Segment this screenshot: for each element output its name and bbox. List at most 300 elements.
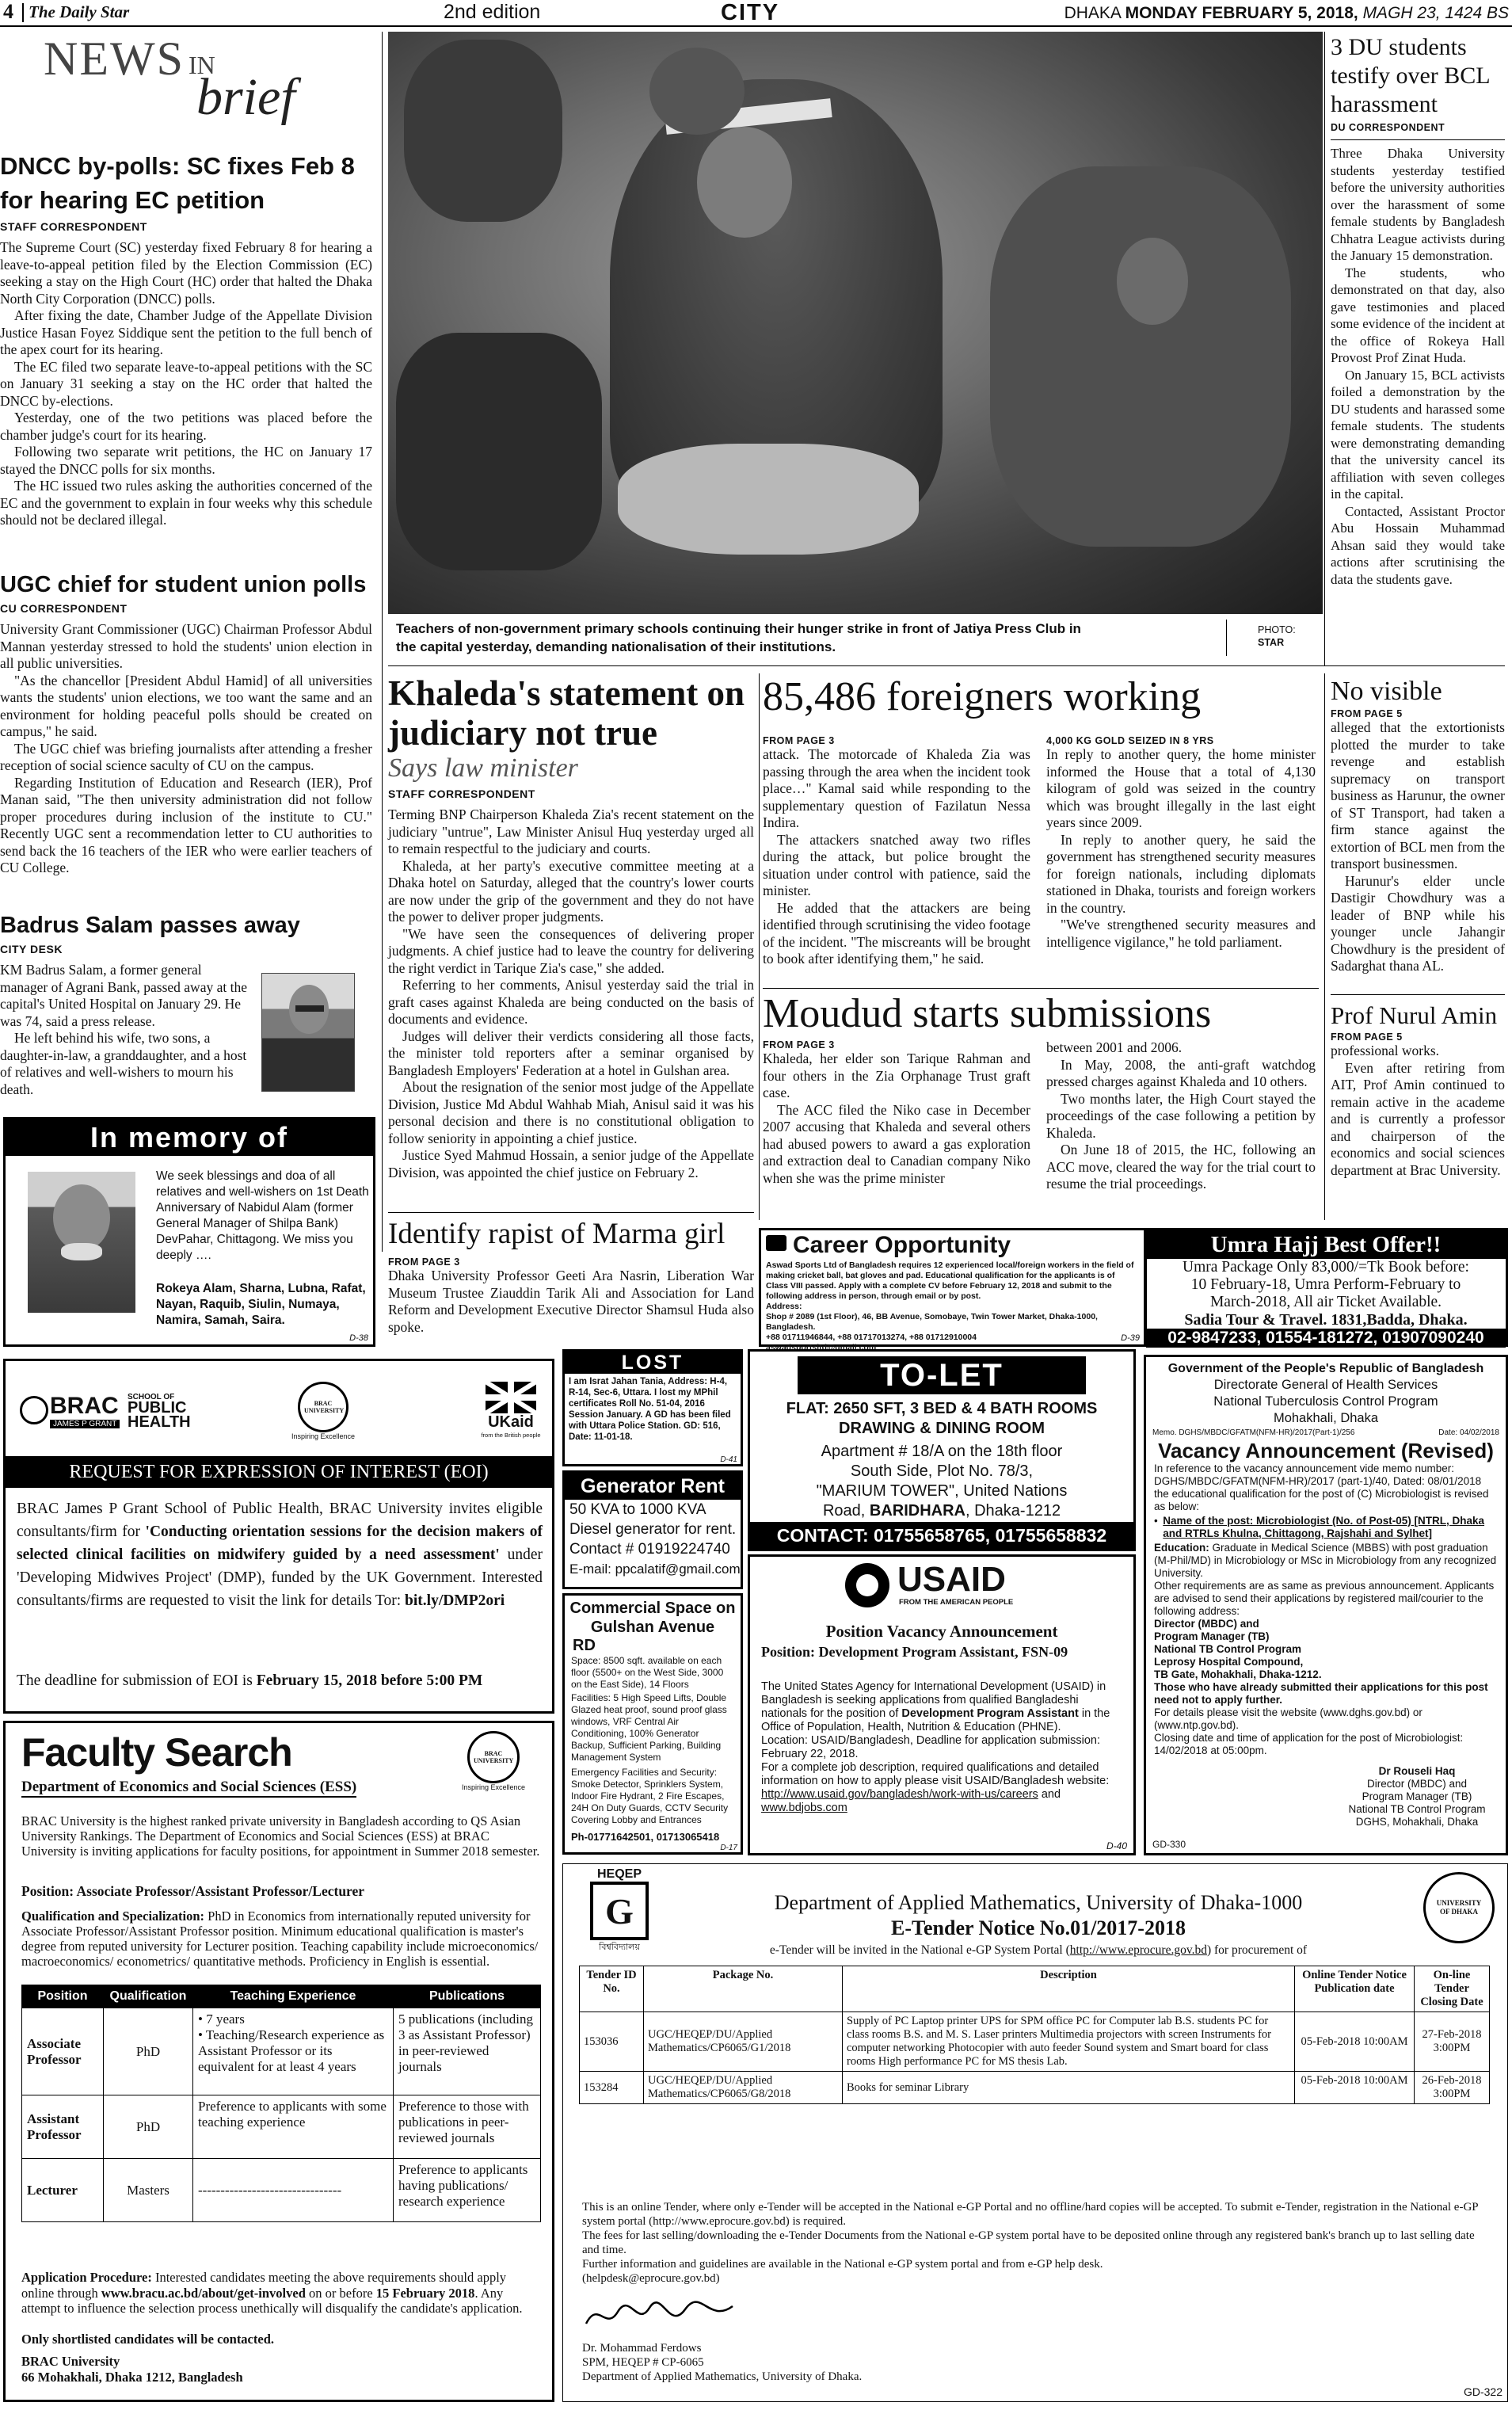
paragraph: Referring to her comments, Anisul yesterday said the trial in graft cases against Khaleda are being conducted on the basis of documents and evidence. bbox=[388, 977, 754, 1027]
ad-names: Rokeya Alam, Sharna, Lubna, Rafat, Nayan, Raquib, Siulin, Numaya, Namira, Samah, Saira. bbox=[156, 1282, 366, 1327]
careers-link[interactable]: http://www.usaid.gov/bangladesh/work-with-us/careers bbox=[761, 1788, 1038, 1801]
story-badrus bbox=[0, 911, 372, 1098]
cell-qualification: PhD bbox=[104, 2095, 193, 2159]
du-seal bbox=[1423, 1872, 1495, 1943]
paragraph: Judges will deliver their verdicts considering all those facts, the minister told reporters after a seminar organised by Bangladesh Employers' Federation at a hotel in Gulshan area. bbox=[388, 1028, 754, 1078]
jpg-wordmark: JAMES P GRANT bbox=[50, 1420, 120, 1428]
education-label: Education: bbox=[1154, 1542, 1209, 1554]
ad-code: D-39 bbox=[1121, 1333, 1140, 1343]
story-headline: Prof Nurul Amin bbox=[1331, 1001, 1498, 1029]
deadline-text: The deadline for submission of EOI is bbox=[17, 1672, 257, 1689]
ad-text bbox=[766, 1260, 1138, 1353]
table-header: Description bbox=[843, 1966, 1295, 2012]
table-header: Online Tender Notice Publication date bbox=[1295, 1966, 1415, 2012]
column bbox=[1046, 735, 1316, 951]
note: The fees for last selling/downloading the e-Tender Documents from the National e-GP system portal have to be deposited online through any registered bank's branch up to last selling date and time. bbox=[582, 2229, 1475, 2256]
body-text-a: The United States Agency for International Development (USAID) in Bangladesh is seeking applications from qualified Bangladeshi nationals for the position of bbox=[761, 1680, 1106, 1720]
sig-name: Dr Rouseli Haq bbox=[1378, 1765, 1456, 1777]
paragraph: between 2001 and 2006. bbox=[1046, 1039, 1183, 1055]
faculty-search-ad bbox=[3, 1721, 554, 2402]
story-headline: DNCC by-polls: SC fixes Feb 8 for hearing EC petition bbox=[0, 152, 355, 214]
website: For details please visit the website (www.dghs.gov.bd) or (www.ntp.gov.bd). bbox=[1154, 1706, 1422, 1731]
ukaid-wordmark: UKaid bbox=[488, 1413, 534, 1431]
story-subhead: 4,000 KG GOLD SEIZED IN 8 YRS bbox=[1046, 735, 1214, 746]
faculty-table bbox=[21, 1985, 541, 2222]
ad-body: Aswad Sports Ltd of Bangladesh requires 12 experienced local/foreign workers in the field of making cricket ball, bat gloves and pad. Educational qualification for the applicants is of Class VIII passed. Apply with a complete CV before February 12, 2018 and submit to the following address in person, through email or by post. bbox=[766, 1260, 1134, 1301]
usaid-logo bbox=[845, 1560, 1043, 1614]
cell-publications: Preference to applicants having publications/ research experience bbox=[394, 2159, 541, 2222]
ad-space: Space: 8500 sqft. available on each floor (5500+ on the West Side, 3000 on the East Side), 14 Floors bbox=[571, 1655, 724, 1690]
cell-position: Lecturer bbox=[22, 2159, 104, 2222]
bullet-text: Name of the post: Microbiologist (No. of Post-05) [NTRL, Dhaka and RTRLs Khulna, Chittagong, Rajshahi and Sylhet] bbox=[1163, 1515, 1485, 1539]
column bbox=[763, 735, 1030, 968]
ad-code: D-41 bbox=[720, 1455, 737, 1464]
photo-caption: Teachers of non-government primary schools continuing their hunger strike in front of Jatiya Press Club in the capital yesterday, demanding nationalisation of their institutions. bbox=[396, 621, 1081, 654]
school-of-label: SCHOOL OF bbox=[128, 1393, 175, 1401]
ad-phones: 02-9847233, 01554-181272, 01907090240 bbox=[1146, 1329, 1506, 1348]
address-line: Leprosy Hospital Compound, bbox=[1154, 1656, 1304, 1668]
address-line: National TB Control Program bbox=[1154, 1643, 1302, 1655]
paragraph: KM Badrus Salam, a former general manager of Agrani Bank, passed away at the capital's United Hospital on January 29. He was 74, said a press release. bbox=[0, 962, 247, 1029]
dateline bbox=[990, 4, 1509, 23]
paragraph: After fixing the date, Chamber Judge of the Appellate Division Justice Hasan Foyez Siddique sent the petition to the full bench of the apex court for its hearing. bbox=[0, 307, 372, 357]
body-text-b: 'Conducting orientation sessions for the decision makers of selected clinical facilities on midwifery guided by a need assessment' bbox=[17, 1523, 543, 1563]
paragraph: Two months later, the High Court stayed the proceedings of the case following a petition by Khaleda. bbox=[1046, 1090, 1316, 1141]
ad-body bbox=[761, 1680, 1125, 1815]
ad-title: Career Opportunity bbox=[793, 1232, 1011, 1258]
ad-title: Umra Hajj Best Offer!! bbox=[1146, 1230, 1506, 1259]
cell-publications: 5 publications (including 3 as Assistant Professor) in peer-reviewed journals bbox=[394, 2008, 541, 2095]
paragraph: Three Dhaka University students yesterday testified before the university authorities over the harassment of some female students by Bangladesh Chhatra League activists during the January 15 demonstration. bbox=[1331, 146, 1505, 263]
to-let-ad bbox=[748, 1349, 1136, 1551]
ad-code: D-17 bbox=[720, 1844, 737, 1852]
heqep-logo bbox=[576, 1867, 663, 1954]
news-in-brief-logo bbox=[44, 32, 376, 127]
paragraph: Following two separate writ petitions, the HC on January 17 stayed the DNCC polls for six months. bbox=[0, 444, 372, 477]
cell-pub-date: 05-Feb-2018 10:00AM bbox=[1295, 2072, 1415, 2104]
seal-icon bbox=[298, 1382, 348, 1432]
address-line: 66 Mohakhali, Dhaka 1212, Bangladesh bbox=[21, 2370, 243, 2385]
ad-heading: Vacancy Announcement (Revised) bbox=[1158, 1439, 1494, 1462]
story-marma bbox=[388, 1217, 754, 1336]
brac-logo bbox=[15, 1393, 197, 1432]
seal-text: BRAC UNIVERSITY bbox=[474, 1750, 514, 1764]
photo-credit-name: STAR bbox=[1258, 637, 1285, 648]
address-line: TB Gate, Mohakhali, Dhaka-1212. bbox=[1154, 1668, 1322, 1680]
public-label: PUBLIC bbox=[128, 1399, 187, 1417]
story-khaleda bbox=[388, 673, 754, 1181]
paragraph: The HC issued two rules asking the authorities concerned of the EC and the government to explain in four weeks why this schedule should not be declared illegal. bbox=[0, 478, 372, 528]
paragraph: Harunur's elder uncle Dastigir Chowdhury was a leader of BNP while his younger uncle Jahangir Chowdhury is the president of Sadarghat thana AL. bbox=[1331, 872, 1505, 974]
tor-link[interactable]: bit.ly/DMP2ori bbox=[405, 1592, 505, 1609]
paragraph: attack. The motorcade of Khaleda Zia was passing through the area when the incident took place…" Kamal said while responding to the supplementary question of Fazilatun Nessa Indira. bbox=[763, 746, 1030, 830]
cell-id: 153036 bbox=[580, 2012, 644, 2072]
from-page: FROM PAGE 3 bbox=[763, 735, 835, 746]
table-header: On-line Tender Closing Date bbox=[1415, 1966, 1490, 2012]
ad-line: March-2018, All air Ticket Available. bbox=[1209, 1294, 1442, 1310]
ad-code: D-38 bbox=[349, 1333, 368, 1343]
paragraph: Terming BNP Chairperson Khaleda Zia's recent statement on the judiciary "untrue", Law Minister Anisul Huq yesterday urged all to remain respectful to the judiciary and courts. bbox=[388, 807, 754, 856]
ad-contact: CONTACT: 01755658765, 01755658832 bbox=[750, 1522, 1133, 1549]
cell-experience: -------------------------------- bbox=[193, 2159, 394, 2222]
address-line: Program Manager (TB) bbox=[1154, 1630, 1270, 1642]
story-prof-amin bbox=[1331, 1000, 1505, 1179]
ad-title: TO-LET bbox=[798, 1356, 1086, 1394]
lost-ad bbox=[562, 1349, 743, 1466]
table-header: Position bbox=[22, 1985, 104, 2008]
tender-notes bbox=[582, 2200, 1485, 2286]
memorial-portrait bbox=[28, 1172, 135, 1313]
road-c: , Dhaka-1212 bbox=[965, 1502, 1061, 1520]
ad-intro bbox=[674, 1943, 1403, 1958]
paragraph: In reply to another query, the home minister informed the House that a total of 4,130 kilogram of gold was seized in the country which was brought illegally in the last eight years since 2009. bbox=[1046, 746, 1316, 830]
paragraph: The UGC chief was briefing journalists after attending a fresher reception of social science saculty of CU on the campus. bbox=[0, 740, 372, 773]
ad-line: Contact # 01919224740 bbox=[569, 1541, 730, 1558]
helpdesk-link[interactable]: (helpdesk@eprocure.gov.bd) bbox=[582, 2272, 720, 2285]
bdjobs-link[interactable]: www.bdjobs.com bbox=[761, 1802, 847, 1814]
umra-hajj-ad bbox=[1144, 1228, 1508, 1347]
and-word: and bbox=[1041, 1788, 1061, 1801]
from-page: FROM PAGE 3 bbox=[388, 1256, 460, 1268]
table-header-row bbox=[22, 1985, 541, 2008]
story-body bbox=[1046, 746, 1316, 951]
usaid-wordmark: USAID bbox=[897, 1560, 1006, 1599]
union-jack-icon bbox=[486, 1382, 536, 1413]
ad-title: Faculty Search bbox=[21, 1730, 292, 1775]
from-page: FROM PAGE 5 bbox=[1331, 1031, 1403, 1043]
ad-facilities: Facilities: 5 High Speed Lifts, Double Glazed heat proof, sound proof glass windows, VRF Central Air Conditioning, 100% Generator Backup, Sufficient Parking, Building Management System bbox=[571, 1692, 727, 1763]
story-byline: DU CORRESPONDENT bbox=[1331, 122, 1445, 133]
heqep-bangla: বিশ্ববিদ্যালয় bbox=[599, 1943, 640, 1952]
generator-rent-ad bbox=[562, 1470, 743, 1589]
usaid-seal-icon bbox=[845, 1563, 889, 1607]
table-row bbox=[580, 2072, 1490, 2104]
procedure-text-c: . Any attempt to influence the selection process unethically will disqualify the candidate's application. bbox=[21, 2285, 523, 2316]
table-header: Tender ID No. bbox=[580, 1966, 644, 2012]
address-label: Address: bbox=[766, 1302, 802, 1311]
intro-b: ) for procurement of bbox=[1206, 1943, 1308, 1957]
cell-description: Supply of PC Laptop printer UPS for SPM office PC for Computer lab B.S. students PC for class rooms B.S. and M. S. Laser printers Multimedia projectors with screen Instruments for computer networking Photocopier with auto feeder Sound system and Smart board for class rooms High performance PC for MS thesis Lab. bbox=[843, 2012, 1295, 2072]
story-dncc bbox=[0, 149, 372, 529]
dateline-city: DHAKA bbox=[1064, 4, 1121, 22]
memo-line bbox=[1146, 1427, 1506, 1439]
story-headline: 3 DU students testify over BCL harassment bbox=[1331, 34, 1490, 117]
experience-text: 7 years bbox=[206, 2012, 245, 2027]
edition-label: 2nd edition bbox=[444, 1, 541, 23]
body-text-c: in the Office of Population, Health, Nutrition & Education (PHNE). bbox=[761, 1707, 1110, 1733]
email: aswadsportsltd@gmail.com bbox=[766, 1343, 877, 1352]
section-label: CITY bbox=[721, 0, 780, 25]
cell-close-date: 27-Feb-2018 3:00PM bbox=[1415, 2012, 1490, 2072]
cell-qualification: Masters bbox=[104, 2159, 193, 2222]
ad-qualification bbox=[21, 1909, 541, 1969]
story-body bbox=[0, 962, 252, 1098]
cell-close-date: 26-Feb-2018 3:00PM bbox=[1415, 2072, 1490, 2104]
procedure-date: 15 February 2018 bbox=[375, 2285, 475, 2301]
cell-id: 153284 bbox=[580, 2072, 644, 2104]
cell-position: Associate Professor bbox=[22, 2008, 104, 2095]
ad-line: FLAT: 2650 SFT, 3 BED & 4 BATH ROOMS bbox=[786, 1400, 1098, 1417]
ukaid-tagline: from the British people bbox=[481, 1432, 541, 1439]
road-a: Road, bbox=[822, 1502, 870, 1520]
ad-position: Position: Associate Professor/Assistant Professor/Lecturer bbox=[21, 1883, 365, 1899]
paragraph: In reply to another query, he said the government has strengthened security measures for foreign nationals, including diplomats stationed in Dhaka, tourists and foreign workers in the country. bbox=[1046, 831, 1316, 916]
paragraph: Yesterday, one of the two petitions was placed before the chamber judge's court for its hearing. bbox=[0, 410, 372, 443]
address-block bbox=[1154, 1618, 1498, 1681]
cell-package: UGC/HEQEP/DU/Applied Mathematics/CP6065/G1/2018 bbox=[644, 2012, 843, 2072]
note: Those who have already submitted their applications for this post need not to apply further. bbox=[1154, 1681, 1488, 1706]
tender-table bbox=[579, 1966, 1490, 2104]
paper-name-logo: The Daily Star bbox=[29, 2, 130, 21]
sig-line: Director (MBDC) and bbox=[1366, 1778, 1468, 1790]
story-body bbox=[763, 1051, 1030, 1187]
ad-title: Commercial Space on Gulshan Avenue bbox=[569, 1600, 736, 1636]
ad-line: "MARIUM TOWER", United Nations bbox=[816, 1482, 1068, 1500]
brief-word: brief bbox=[196, 68, 295, 126]
paragraph: "We've strengthened security measures and intelligence vigilance," he told parliament. bbox=[1046, 917, 1316, 950]
story-body bbox=[1331, 145, 1505, 588]
brac-wordmark: BRAC bbox=[50, 1393, 119, 1419]
story-headline: No visible bbox=[1331, 677, 1442, 706]
ad-procedure bbox=[21, 2270, 541, 2317]
paragraph: Khaleda, at her party's executive committee meeting at a Dhaka hotel on Saturday, alleged that the country's lower courts are now under the grip of the government and they do not have the power to deliver proper judgments. bbox=[388, 857, 754, 925]
apply-link[interactable]: www.bracu.ac.bd/about/get-involved bbox=[101, 2285, 306, 2301]
ad-line: E-mail: ppcalatif@gmail.com bbox=[569, 1562, 741, 1577]
signature-mark bbox=[582, 2292, 741, 2339]
qual-text: PhD in Economics from internationally reputed university for Associate Professor/Assistant Professor position. Minimum educational qualification is master's degree from reputed university for Lecturer position. Teaching capability include microeconomics/ macroeconomics/ econometrics/ quantitative methods. Proficiency in English is essential. bbox=[21, 1909, 539, 1969]
paragraph: The EC filed two separate leave-to-appeal petitions with the SC on January 31 seeking a stay on the HC order that halted the DNCC by-elections. bbox=[0, 358, 372, 409]
address-line: Director (MBDC) and bbox=[1154, 1618, 1259, 1630]
story-headline: UGC chief for student union polls bbox=[0, 572, 367, 597]
paragraph: Khaleda, her elder son Tarique Rahman and four others in the Zia Orphanage Trust graft case. bbox=[763, 1051, 1030, 1100]
ad-notice: E-Tender Notice No.01/2017-2018 bbox=[891, 1916, 1186, 1939]
table-header: Qualification bbox=[104, 1985, 193, 2008]
table-row bbox=[22, 2008, 541, 2095]
cell-qualification: PhD bbox=[104, 2008, 193, 2095]
experience-item: • 7 years bbox=[198, 2012, 245, 2027]
table-row bbox=[22, 2159, 541, 2222]
table-row bbox=[580, 2012, 1490, 2072]
rd-logo: RD bbox=[573, 1637, 596, 1654]
phones: +88 01711946844, +88 01717013274, +88 01712910004 bbox=[766, 1333, 977, 1342]
ad-title: Generator Rent bbox=[565, 1473, 741, 1500]
intro-a: e-Tender will be invited in the National e-GP System Portal ( bbox=[769, 1943, 1070, 1957]
column bbox=[1046, 1039, 1316, 1193]
ntp-title: National Tuberculosis Control Program bbox=[1213, 1394, 1438, 1409]
procedure-text-b: on or before bbox=[305, 2285, 376, 2301]
story-body bbox=[0, 621, 372, 877]
cell-publications: Preference to those with publications in peer-reviewed journals bbox=[394, 2095, 541, 2159]
ad-header bbox=[1146, 1357, 1506, 1427]
cell-description: Books for seminar Library bbox=[843, 2072, 1295, 2104]
signature-block bbox=[1328, 1765, 1506, 1828]
sig-line: Program Manager (TB) bbox=[1362, 1790, 1472, 1802]
usaid-tagline: FROM THE AMERICAN PEOPLE bbox=[899, 1598, 1014, 1607]
in-word: IN bbox=[189, 51, 215, 79]
ad-title: Department of Applied Mathematics, University of Dhaka-1000 bbox=[774, 1891, 1303, 1914]
experience-text: Teaching/Research experience as Assistant Professor or its equivalent for at least 4 years bbox=[198, 2027, 385, 2074]
ad-title: LOST bbox=[565, 1352, 741, 1374]
story-body bbox=[388, 1268, 754, 1336]
story-body bbox=[0, 239, 372, 529]
paragraph: Contacted, Assistant Proctor Abu Hossain Muhammad Ahsan said they would take actions after scrutinising the data the students gave. bbox=[1331, 503, 1505, 587]
ad-body bbox=[1146, 1462, 1506, 1757]
ad-emergency: Emergency Facilities and Security: Smoke Detector, Sprinklers System, Indoor Fire Hydrant, 2 Fire Escapes, 24H On Duty Guards, CCTV Security Covering Lobby and Entrances bbox=[571, 1767, 729, 1825]
experience-item: • Teaching/Research experience as Assistant Professor or its equivalent for at least 4 years bbox=[198, 2027, 385, 2074]
ad-line: 50 KVA to 1000 KVA bbox=[569, 1501, 706, 1518]
ad-line: Umra Package Only 83,000/=Tk Book before: bbox=[1183, 1259, 1469, 1276]
dghs-title: Directorate General of Health Services bbox=[1213, 1378, 1438, 1392]
tagline: Inspiring Excellence bbox=[461, 1783, 526, 1791]
column bbox=[763, 1039, 1030, 1187]
ad-title: REQUEST FOR EXPRESSION OF INTEREST (EOI) bbox=[6, 1456, 552, 1488]
page-number: 4 bbox=[3, 0, 13, 23]
story-subhead: Says law minister bbox=[388, 753, 578, 783]
story-byline: STAFF CORRESPONDENT bbox=[388, 787, 535, 800]
story-moudud bbox=[763, 990, 1319, 1220]
cell-position: Assistant Professor bbox=[22, 2095, 104, 2159]
paragraph: The students, who demonstrated on that day, also gave testimonies and placed some evidence of the incident at the office of Rokeya Hall Provost Prof Zinat Huda. bbox=[1331, 265, 1505, 365]
govt-title: Government of the People's Republic of Bangladesh bbox=[1167, 1362, 1484, 1375]
table-header-row bbox=[580, 1966, 1490, 2012]
story-body bbox=[1331, 1043, 1505, 1179]
ad-title: In memory of bbox=[6, 1119, 373, 1156]
ad-intro: BRAC University is the highest ranked private university in Bangladesh according to QS Asian University Rankings. The Department of Economics and Social Sciences (ESS) at BRAC University is inviting applications for faculty positions, for appointment in Summer 2018 semester. bbox=[21, 1813, 540, 1859]
body-text-a: BRAC James P Grant School of Public Health, BRAC University invites eligible consultants/firm for bbox=[17, 1501, 543, 1540]
seal-icon bbox=[467, 1731, 520, 1783]
career-opportunity-ad bbox=[759, 1228, 1147, 1352]
story-ugc bbox=[0, 570, 372, 877]
paragraph: Regarding Institution of Education and Research (IER), Prof Manan said, "The then university administration did not follow proper procedures during inclusion of the institute to CU." Recently UGC sent a recommendation letter to CU authorities to send back the 16 teachers of the IER who were earlier teachers of CU College. bbox=[0, 774, 372, 875]
ad-phones: Ph-01771642501, 01713065418 bbox=[571, 1831, 720, 1843]
table-row bbox=[22, 2095, 541, 2159]
seal-text: BRAC UNIVERSITY bbox=[304, 1400, 345, 1414]
ad-position: Position: Development Program Assistant, FSN-09 bbox=[761, 1644, 1068, 1660]
location-title: Mohakhali, Dhaka bbox=[1273, 1411, 1379, 1425]
story-byline: STAFF CORRESPONDENT bbox=[0, 220, 147, 233]
hunger-strike-photo bbox=[388, 32, 1323, 614]
brac-emblem-icon bbox=[20, 1396, 48, 1424]
tagline: Inspiring Excellence bbox=[291, 1432, 356, 1440]
story-headline: Moudud starts submissions bbox=[763, 991, 1212, 1036]
paragraph: The attackers snatched away two rifles during the attack, but police brought the situation under control with patience, said the minister. bbox=[763, 831, 1030, 898]
ad-agency: Sadia Tour & Travel. 1831,Badda, Dhaka. bbox=[1184, 1311, 1468, 1329]
paragraph: Dhaka University Professor Geeti Ara Nasrin, Liberation War Museum Trustee Ziauddin Tarik Ali and Association for Land Reform and Development Executive Director Shamsul Huda also spoke. bbox=[388, 1268, 754, 1335]
ad-dept: Department of Economics and Social Sciences (ESS) bbox=[21, 1779, 356, 1798]
badrus-portrait bbox=[261, 973, 355, 1092]
e-tender-ad bbox=[562, 1863, 1508, 2402]
from-page: FROM PAGE 5 bbox=[1331, 708, 1403, 719]
road-b: BARIDHARA bbox=[869, 1502, 965, 1520]
cell-experience bbox=[193, 2008, 394, 2095]
heqep-letter: G bbox=[605, 1890, 634, 1931]
story-byline: CITY DESK bbox=[0, 943, 63, 955]
commercial-space-ad bbox=[562, 1593, 743, 1855]
para: In reference to the vacancy announcement vide memo number: DGHS/MBDC/GFATM(NFM-HR)/2017 (part-1)/40, Dated: 08/01/2018 the educational qualification for the post of (C) Microbiologist is revised as below: bbox=[1154, 1462, 1489, 1512]
qual-label: Qualification and Specialization: bbox=[21, 1909, 205, 1924]
brac-eoi-ad bbox=[3, 1359, 554, 1714]
paragraph: He left behind his wife, two sons, a daughter-in-law, a granddaughter, and a host of relatives and well-wishers to mourn his death. bbox=[0, 1030, 247, 1097]
ad-line: South Side, Plot No. 78/3, bbox=[850, 1462, 1034, 1480]
ad-line: 10 February-18, Umra Perform-February to bbox=[1190, 1276, 1461, 1293]
address-line: BRAC University bbox=[21, 2354, 120, 2369]
cell-experience: Preference to applicants with some teaching experience bbox=[193, 2095, 394, 2159]
closing: Closing date and time of application for the post of Microbiologist: 14/02/2018 at 05:00pm. bbox=[1154, 1732, 1464, 1756]
news-word: NEWS bbox=[44, 32, 185, 85]
note: This is an online Tender, where only e-Tender will be accepted in the National e-GP Portal and no offline/hard copies will be accepted. To submit e-Tender, registration in the National e-GP system portal (http://www.eprocure.gov.bd) is required. bbox=[582, 2201, 1479, 2228]
paragraph: The Supreme Court (SC) yesterday fixed February 8 for hearing a leave-to-appeal petition filed by the Election Commission (EC) seeking a stay on the High Court (HC) order that halted the Dhaka North City Corporation (DNCC) polls. bbox=[0, 239, 372, 307]
brac-university-seal bbox=[446, 1731, 541, 1802]
ad-code: D-40 bbox=[1106, 1840, 1127, 1851]
story-byline: CU CORRESPONDENT bbox=[0, 602, 128, 615]
egp-link[interactable]: http://www.eprocure.gov.bd bbox=[1069, 1943, 1207, 1957]
table-header: Package No. bbox=[644, 1966, 843, 2012]
story-body bbox=[763, 746, 1030, 968]
dateline-date: MONDAY FEBRUARY 5, 2018, bbox=[1125, 4, 1358, 22]
memo-date: Date: 04/02/2018 bbox=[1438, 1428, 1499, 1437]
du-seal-text: UNIVERSITY OF DHAKA bbox=[1436, 1899, 1482, 1916]
paragraph: On June 18 of 2015, the HC, following an ACC move, cleared the way for the trial court to resume the trial proceedings. bbox=[1046, 1142, 1316, 1192]
deadline-date: February 15, 2018 before 5:00 PM bbox=[256, 1672, 483, 1689]
story-foreigners bbox=[763, 673, 1319, 990]
cell-package: UGC/HEQEP/DU/Applied Mathematics/CP6065/G8/2018 bbox=[644, 2072, 843, 2104]
paragraph: The ACC filed the Niko case in December 2007 accusing that Khaleda and several others had abused powers to award a gas exploration and extraction deal to Canadian company Niko when she was the prime minister bbox=[763, 1101, 1030, 1186]
from-page: FROM PAGE 3 bbox=[763, 1039, 835, 1051]
table-header: Teaching Experience bbox=[193, 1985, 394, 2008]
ad-line: Apartment # 18/A on the 18th floor bbox=[821, 1443, 1063, 1460]
sig-name: Dr. Mohammad Ferdows bbox=[582, 2342, 702, 2355]
photo-credit bbox=[1258, 623, 1296, 649]
ad-code: GD-322 bbox=[1463, 2385, 1502, 2398]
paragraph: On January 15, BCL activists foiled a demonstration by the DU students and harassed some female students. The students were demonstrating demanding that the university cancel its affiliation with seven colleges in the capital. bbox=[1331, 367, 1505, 501]
para: Other requirements are as same as previous announcement. Applicants are advised to send their applications by registered mail/courier to the following address: bbox=[1154, 1580, 1495, 1617]
paragraph: Justice Syed Mahmud Hossain, a senior judge of the Appellate Division, was appointed the chief justice on February 2. bbox=[388, 1147, 754, 1180]
procedure-label: Application Procedure: bbox=[21, 2270, 152, 2285]
dateline-bangla: MAGH 23, 1424 BS bbox=[1362, 4, 1509, 22]
ad-deadline bbox=[17, 1672, 543, 1690]
paragraph: He added that the attackers are being identified through scrutinising the video footage of the incident. "The miscreants will be brought to book after identifying them," he said. bbox=[763, 899, 1030, 967]
ad-line bbox=[750, 1501, 1133, 1521]
ad-shortlist: Only shortlisted candidates will be contacted. bbox=[21, 2332, 275, 2347]
paragraph: Even after retiring from AIT, Prof Amin continued to remain active in the academe and is currently a professor and chairperson of the economics and social sciences department at Brac University. bbox=[1331, 1059, 1505, 1178]
paragraph: In May, 2008, the anti-graft watchdog pressed charges against Khaleda and 10 others. bbox=[1046, 1056, 1316, 1089]
signature-block bbox=[582, 2341, 862, 2384]
address: Shop # 2089 (1st Floor), 46, BB Avenue, Somobaye, Twin Tower Market, Dhaka-1000, Bangladesh. bbox=[766, 1312, 1098, 1332]
story-body bbox=[1046, 1039, 1316, 1193]
paragraph: "As the chancellor [President Abdul Hamid] of all universities wants the students' union elections, we too want the same and an environment for holding peaceful polls should be created on campus," he said. bbox=[0, 672, 372, 739]
body-text-b: Development Program Assistant bbox=[901, 1707, 1079, 1720]
story-headline: Identify rapist of Marma girl bbox=[388, 1218, 726, 1250]
sig-line: SPM, HEQEP # CP-6065 bbox=[582, 2356, 704, 2369]
health-label: HEALTH bbox=[128, 1413, 191, 1431]
in-memory-ad bbox=[3, 1117, 375, 1347]
heqep-emblem-icon bbox=[590, 1882, 649, 1940]
story-headline: Khaleda's statement on judiciary not true bbox=[388, 673, 745, 753]
dghs-vacancy-ad bbox=[1144, 1355, 1508, 1855]
table-header: Publications bbox=[394, 1985, 541, 2008]
story-headline: 85,486 foreigners working bbox=[763, 674, 1202, 719]
story-du-bcl bbox=[1331, 33, 1505, 588]
ad-title: Position Vacancy Announcement bbox=[825, 1622, 1058, 1641]
story-no-visible bbox=[1331, 675, 1505, 975]
body-text-c: under 'Developing Midwives Project' (DMP), funded by the UK Government. Interested consultants/firms are requested to visit the link for details Tor: bbox=[17, 1546, 543, 1609]
masthead bbox=[0, 0, 1512, 27]
paragraph: professional works. bbox=[1331, 1043, 1440, 1058]
paragraph: alleged that the extortionists plotted the murder to take revenge and establish supremacy on transport business as Harunur, the owner of ST Transport, had taken a firm stance against the extortion of BCL men from the transport businessmen. bbox=[1331, 719, 1505, 871]
sig-line: DGHS, Mohakhali, Dhaka bbox=[1355, 1816, 1479, 1828]
sig-line: National TB Control Program bbox=[1348, 1803, 1486, 1815]
ad-instructions: For a complete job description, required qualifications and detailed information on how to apply please visit USAID/Bangladesh website: bbox=[761, 1761, 1110, 1787]
